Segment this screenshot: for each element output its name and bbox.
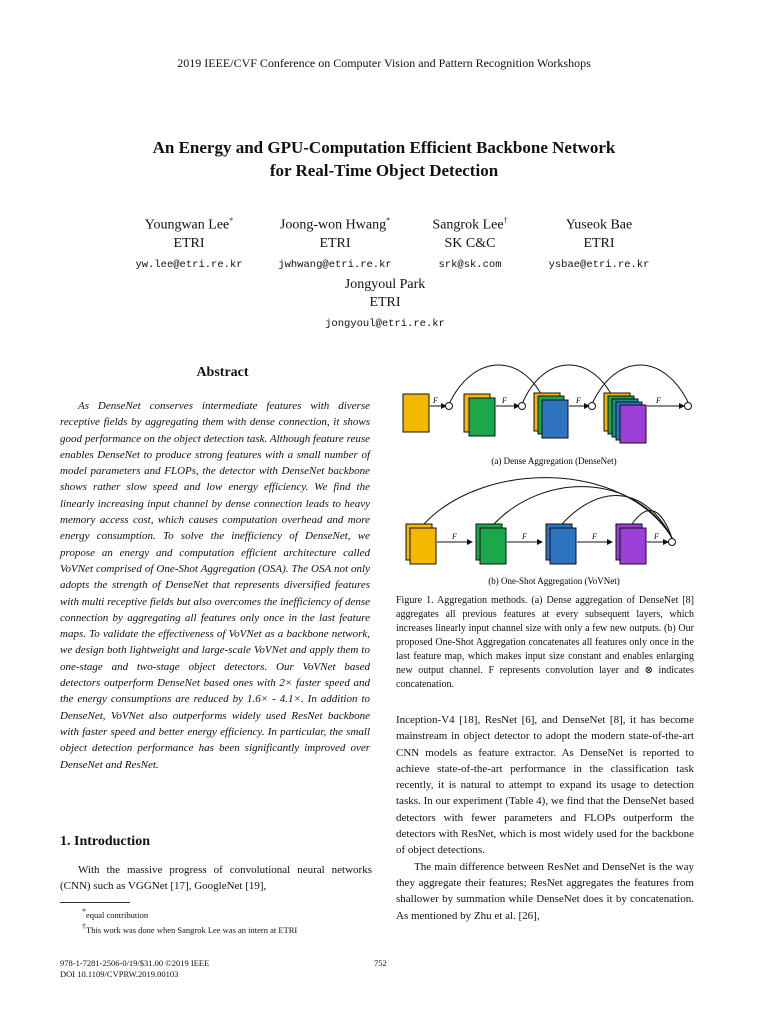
conv-label: F (656, 396, 661, 405)
author-affiliation: ETRI (173, 235, 205, 251)
feature-map-block (403, 394, 429, 432)
intro-paragraph: With the massive progress of convolutional neural networks (CNN) such as VGGNet [17], GoogleNet [19], (60, 864, 372, 893)
one-shot-aggregation-diagram (406, 478, 676, 564)
conv-label: F (592, 532, 597, 541)
author-name: Youngwan Lee* (144, 216, 234, 233)
author-affiliation: ETRI (583, 235, 615, 251)
footer-isbn: 978-1-7281-2506-0/19/$31.00 ©2019 IEEE (60, 958, 210, 968)
conference-header: 2019 IEEE/CVF Conference on Computer Vision and Pattern Recognition Workshops (177, 56, 591, 70)
dense-aggregation-diagram (403, 365, 692, 443)
author-name: Sangrok Lee† (432, 216, 508, 233)
author-affiliation: SK C&C (444, 235, 496, 251)
subfigure-b-label: (b) One-Shot Aggregation (VoVNet) (488, 576, 620, 586)
feature-map-block (620, 405, 646, 443)
conv-label: F (654, 532, 659, 541)
paper-title (0, 136, 768, 182)
author-block (104, 212, 274, 271)
feature-map-block (410, 528, 436, 564)
author-email[interactable]: jwhwang@etri.re.kr (278, 258, 392, 271)
author-name: Jongyoul Park (344, 277, 426, 292)
footnote: *equal contribution (82, 907, 149, 920)
feature-map-block (469, 398, 495, 436)
conv-label: F (433, 396, 438, 405)
abstract-heading: Abstract (196, 365, 249, 380)
footer-doi: DOI 10.1109/CVPRW.2019.00103 (60, 969, 179, 979)
author-email[interactable]: yw.lee@etri.re.kr (135, 258, 243, 271)
author-block (300, 276, 470, 330)
introduction-body (60, 862, 372, 895)
feature-map-block (550, 528, 576, 564)
body-paragraph: Inception-V4 [18], ResNet [6], and DenseNet [8], it has become mainstream in object detector to adopt the modern state-of-the-art CNN models as feature extractor. As DenseNet is reported to achieve state-of-the-art performance in the classification task recently, it is natural to attempt to expand its usage to detection tasks. In our experiment (Table 4), we find that the DenseNet based detectors with fewer parameters and FLOPs outperform the detectors with ResNet, which is most widely used for the backbone of object detections. (396, 714, 694, 857)
feature-map-block (620, 528, 646, 564)
abstract-paragraph: As DenseNet conserves intermediate features with diverse receptive fields by aggregating them with dense connection, it shows good performance on the object detection task. Although feature reuse enables DenseNet to produce strong features with a small number of model parameters and FLOPs, the detector with DenseNet backbone shows rather slow speed and low energy efficiency. We find the linearly increasing input channel by dense connection leads to heavy memory access cost, which causes computation overhead and more energy consumption. To solve the inefficiency of DenseNet, we propose an energy and computation efficient architecture called VoVNet comprised of One-Shot Aggregation (OSA). The OSA not only adopts the strength of DenseNet that represents diversified features with multi receptive fields but also overcomes the inefficiency of dense connection by aggregating all features only once in the last feature maps. To validate the effectiveness of VoVNet as a backbone network, we design both lightweight and large-scale VoVNet and apply them to one-stage and two-stage object detectors. Our VoVNet based detectors outperform DenseNet based ones with 2× faster speed and the energy consumptions are reduced by 1.6× - 4.1×. In addition to DenseNet, VoVNet also outperforms widely used ResNet backbone with faster speed and better energy efficiency. In particular, the small object detection performance has been significantly improved over DenseNet and ResNet. (60, 400, 370, 771)
feature-map-block (542, 400, 568, 438)
conv-label: F (522, 532, 527, 541)
concat-node (589, 403, 596, 410)
page-footer-ids (60, 958, 209, 980)
feature-map-block (480, 528, 506, 564)
footnote-rule (60, 902, 130, 903)
figure-caption: Figure 1. Aggregation methods. (a) Dense aggregation of DenseNet [8] aggregates all previous features at every subsequent layers, which increases linearly input channel size with only a few new outputs. (b) Our proposed One-Shot Aggregation concatenates all features only once in the last feature map, which makes input size constant and enables enlarging new output channel. F represents convolution layer and ⊗ indicates concatenation. (396, 595, 694, 690)
author-affiliation: ETRI (369, 295, 401, 310)
footnote: †This work was done when Sangrok Lee was an intern at ETRI (82, 921, 298, 935)
subfigure-a-label: (a) Dense Aggregation (DenseNet) (491, 456, 617, 466)
right-column-body (396, 712, 694, 924)
author-affiliation: ETRI (319, 235, 351, 251)
conv-label: F (502, 396, 507, 405)
abstract-body (60, 398, 370, 773)
body-paragraph: The main difference between ResNet and DenseNet is the way they aggregate their features; ResNet aggregates the features from shallower by summation while DenseNet does it by concatenation. As mentioned by Zhu et al. [26], (396, 860, 694, 922)
conv-label: F (576, 396, 581, 405)
title-line-1: An Energy and GPU-Computation Efficient Backbone Network (152, 138, 616, 157)
author-name: Yuseok Bae (565, 217, 633, 233)
concat-node (685, 403, 692, 410)
section-heading-introduction: 1. Introduction (60, 834, 150, 849)
page-number: 752 (374, 958, 387, 968)
concat-node (669, 539, 676, 546)
concat-node (519, 403, 526, 410)
aggregation-figure (394, 360, 714, 590)
conv-label: F (452, 532, 457, 541)
author-email[interactable]: ysbae@etri.re.kr (548, 258, 650, 271)
footnotes (60, 906, 380, 936)
author-email[interactable]: jongyoul@etri.re.kr (325, 318, 445, 330)
author-email[interactable]: srk@sk.com (438, 258, 502, 271)
concat-node (446, 403, 453, 410)
author-name: Joong-won Hwang* (279, 216, 391, 233)
title-line-2: for Real-Time Object Detection (269, 161, 499, 180)
author-block (514, 212, 684, 271)
